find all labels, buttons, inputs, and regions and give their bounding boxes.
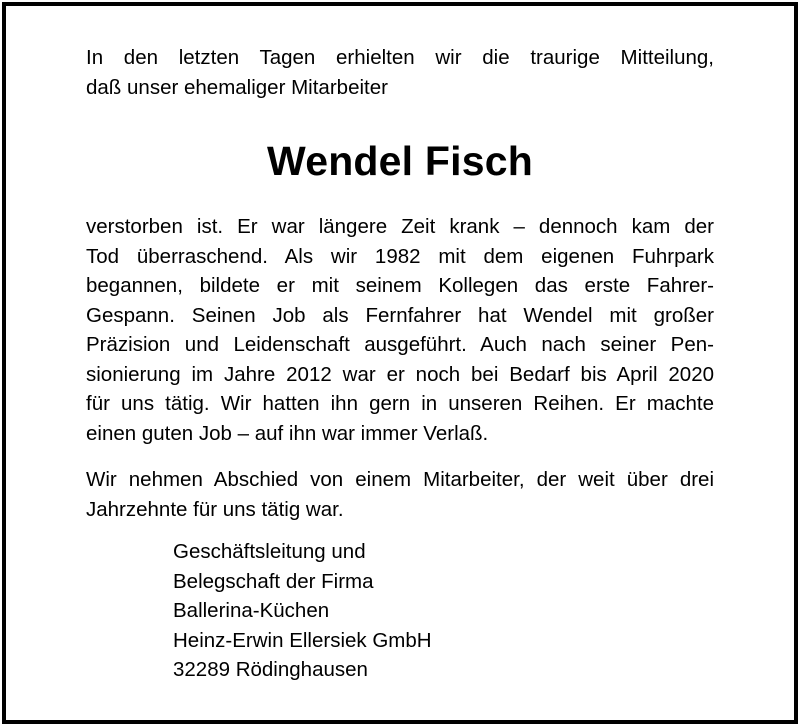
signature-line: Geschäftsleitung und (173, 540, 366, 563)
signature-line: Ballerina-Küchen (173, 599, 330, 622)
farewell-line: Jahrzehnte für uns tätig war. (86, 497, 344, 521)
deceased-name: Wendel Fisch (267, 138, 533, 184)
intro-line: In den letzten Tagen erhielten wir die traurige Mitteilung, (86, 46, 714, 69)
signature-block (173, 537, 432, 685)
body-line: für uns tätig. Wir hatten ihn gern in unseren Reihen. Er machte (86, 392, 714, 415)
intro-line: daß unser ehemaliger Mitarbeiter (86, 75, 388, 99)
body-line: Gespann. Seinen Job als Fernfahrer hat Wendel mit großer (86, 303, 714, 327)
farewell-line: Wir nehmen Abschied von einem Mitarbeiter, der weit über drei (86, 468, 714, 491)
body-line: Tod überraschend. Als wir 1982 mit dem eigenen Fuhrpark (86, 244, 714, 268)
signature-line: 32289 Rödinghausen (173, 658, 368, 681)
body-line: verstorben ist. Er war längere Zeit krank – dennoch kam der (86, 215, 714, 238)
intro-paragraph (86, 43, 714, 102)
body-line: Präzision und Leidenschaft ausgeführt. Auch nach seiner Pen- (86, 333, 714, 356)
farewell-paragraph (86, 465, 714, 524)
body-line: begannen, bildete er mit seinem Kollegen das erste Fahrer- (86, 274, 714, 297)
body-line: sionierung im Jahre 2012 war er noch bei Bedarf bis April 2020 (86, 362, 714, 386)
signature-line: Heinz-Erwin Ellersiek GmbH (173, 628, 432, 652)
notice-content (86, 43, 714, 524)
body-line: einen guten Job – auf ihn war immer Verlaß. (86, 421, 489, 445)
body-paragraph (86, 212, 714, 448)
signature-line: Belegschaft der Firma (173, 569, 374, 593)
